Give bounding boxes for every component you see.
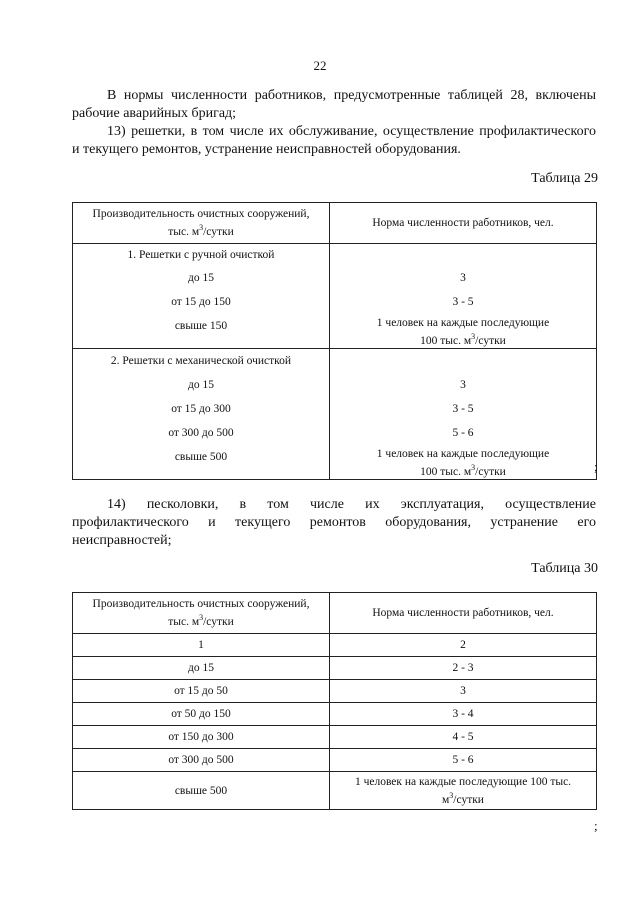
table30-header-col2: Норма численности работников, чел. [330, 593, 597, 634]
range-cell: от 15 до 300 [171, 403, 231, 415]
norm-cell: 3 [460, 272, 466, 284]
header-text: Производительность очистных сооружений, [92, 208, 310, 221]
table29-trailing-semicolon: ; [594, 459, 598, 474]
table29-header-col2: Норма численности работников, чел. [330, 203, 597, 244]
header-unit: тыс. $м^3$/сутки [168, 613, 234, 628]
item14-line-3: неисправностей; [72, 533, 172, 548]
norm-cell: 1 человек на каждые последующие 100 тыс. $м^3$/сутки [376, 448, 550, 478]
index-cell: 2 [330, 634, 597, 657]
norm-cell: 3 - 4 [330, 703, 597, 726]
table29-header-col1 [73, 203, 330, 244]
intro-line-1: В нормы численности работников, предусмотренные таблицей 28, включены [107, 88, 596, 103]
norm-cell: 3 [460, 379, 466, 391]
intro-line-2: рабочие аварийных бригад; [72, 106, 237, 121]
norm-cell: 1 человек на каждые последующие 100 тыс. $м^3$/сутки [330, 772, 597, 810]
section-title: 2. Решетки с механической очисткой [110, 355, 292, 367]
table30-header-col1 [73, 593, 330, 634]
table29-caption: Таблица 29 [531, 171, 598, 186]
norm-cell: 1 человек на каждые последующие 100 тыс. $м^3$/сутки [376, 317, 550, 347]
range-cell: свыше 500 [174, 451, 228, 463]
norm-cell: 4 - 5 [330, 726, 597, 749]
range-cell: от 15 до 50 [73, 680, 330, 703]
item14-line-2: профилактического и текущего ремонтов оборудования, устранение его [72, 515, 596, 530]
table29-section1-col2 [330, 244, 597, 349]
table30-caption: Таблица 30 [531, 561, 598, 576]
norm-cell: 5 - 6 [330, 749, 597, 772]
table30-trailing-semicolon: ; [594, 818, 598, 833]
table29-section2-col1 [73, 349, 330, 480]
norm-cell: 2 - 3 [330, 657, 597, 680]
index-cell: 1 [73, 634, 330, 657]
norm-cell: 5 - 6 [452, 427, 474, 439]
table29-section1-col1 [73, 244, 330, 349]
range-cell: от 15 до 150 [171, 296, 231, 308]
item13-line-2: и текущего ремонтов, устранение неисправностей оборудования. [72, 142, 461, 157]
range-cell: от 50 до 150 [73, 703, 330, 726]
norm-cell: 3 [330, 680, 597, 703]
range-cell: до 15 [188, 272, 214, 284]
range-cell: свыше 500 [73, 772, 330, 810]
norm-cell: 3 - 5 [452, 403, 474, 415]
item14-line-1: 14) песколовки, в том числе их эксплуатация, осуществление [107, 497, 596, 512]
range-cell: от 150 до 300 [73, 726, 330, 749]
norm-cell: 3 - 5 [452, 296, 474, 308]
range-cell: от 300 до 500 [168, 427, 234, 439]
table29-section2-col2 [330, 349, 597, 480]
page-number: 22 [313, 58, 327, 73]
header-unit: тыс. $м^3$/сутки [168, 223, 234, 238]
table30 [72, 592, 597, 810]
table29 [72, 202, 597, 480]
item13-line-1: 13) решетки, в том числе их обслуживание, осуществление профилактического [107, 124, 596, 139]
range-cell: от 300 до 500 [73, 749, 330, 772]
section-title: 1. Решетки с ручной очисткой [127, 249, 275, 261]
range-cell: до 15 [188, 379, 214, 391]
header-text: Производительность очистных сооружений, [92, 598, 310, 611]
range-cell: свыше 150 [174, 320, 228, 332]
range-cell: до 15 [73, 657, 330, 680]
